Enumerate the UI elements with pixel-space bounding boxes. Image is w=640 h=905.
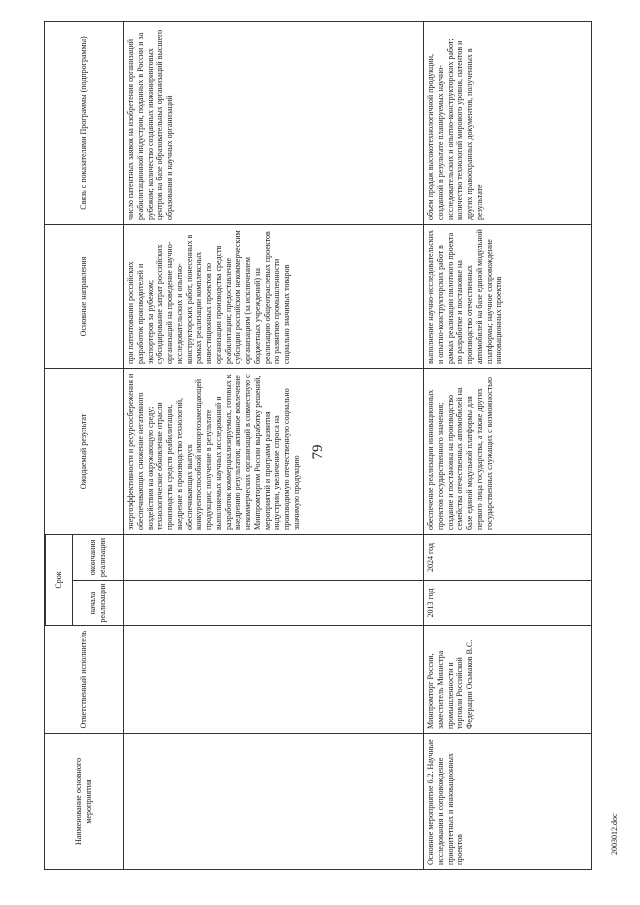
cell-measure-name xyxy=(124,734,424,870)
cell-start xyxy=(124,581,424,626)
header-term: Срок xyxy=(46,535,73,626)
header-result: Ожидаемый результат xyxy=(45,369,124,535)
header-end: окончания реализации xyxy=(73,535,124,581)
cell-directions: при патентовании российских разработок производителей и экспортеров за рубежом; субсидирование затрат российских организаций на проведение научно-исследовательских и опытно-конструкторских работ, понесенных в рамках реализации комплексных инвестиционных проектов по организации производства средств реабилитации; предоставление субсидии российским некоммерческим организациям (за исключением бюджетных учреждений) на реализацию общеотраслевых проектов по развитию промышленности социально значимых товаров xyxy=(124,225,424,369)
table-row xyxy=(424,22,592,870)
measures-table xyxy=(44,21,592,870)
document-code: 2003012.doc xyxy=(610,813,619,855)
header-measure-name: Наименование основного мероприятия xyxy=(45,734,124,870)
header-directions: Основные направления xyxy=(45,225,124,369)
cell-end: 2024 год xyxy=(424,535,592,581)
page-number: 79 xyxy=(310,444,326,460)
cell-executor xyxy=(124,626,424,734)
header-row xyxy=(45,22,46,870)
header-executor: Ответственный исполнитель xyxy=(45,626,124,734)
cell-result: обеспечение реализации инновационных проектов государственного значения; создание и постановка на производство семейства отечественных автомобилей на базе единой модульной платформы для первого лица государства, а также других государственных служащих с возможностью xyxy=(424,369,592,535)
header-start: начала реализации xyxy=(73,581,124,626)
cell-start: 2013 год xyxy=(424,581,592,626)
table-row xyxy=(124,22,424,870)
cell-result: энергоэффективности и ресурсосбережения и обеспечивающих снижение негативного воздействия на окружающую среду; технологическое обновление отрасли производства средств реабилитации, внедрение в производство технологий, обеспечивающих выпуск конкурентоспособной импортозамещающей продукции; получение в результате выполняемых научных исследований и разработок коммерциализируемых, готовых к внедрению результатов; активное вовлечение некоммерческих организаций в совместную с Минпромторгом России выработку решений, мероприятий и программ развития индустрии, увеличение спроса на производимую отечественную социально значимую продукцию xyxy=(124,369,424,535)
cell-indicators: число патентных заявок на изобретения организаций реабилитационной индустрии, поданных в России и за рубежом; количество созданных инжиниринговых центров на базе образовательных организаций высшего образования и научных организаций xyxy=(124,22,424,225)
cell-executor: Минпромторг России, заместитель Министра промышленности и торговли Российской Федерации Осьмаков В.С. xyxy=(424,626,592,734)
cell-measure-name: Основное мероприятие 6.2. Научные исследования и сопровождение приоритетных и инновационных проектов xyxy=(424,734,592,870)
cell-indicators: объем продаж высокотехнологичной продукции, созданной в результате планируемых научно-исследовательских и опытно-конструкторских работ; количество технологий мирового уровня, патентов и других правоохранных документов, полученных в результате xyxy=(424,22,592,225)
rotated-table-container xyxy=(44,22,592,870)
header-indicators: Связь с показателями Программы (подпрограммы) xyxy=(45,22,124,225)
cell-end xyxy=(124,535,424,581)
cell-directions: выполнение научно-исследовательских и опытно-конструкторских работ в рамках реализации пилотного проекта по разработке и постановке на производство отечественных автомобилей на базе единой модульной платформы; научное сопровождение инновационных проектов xyxy=(424,225,592,369)
